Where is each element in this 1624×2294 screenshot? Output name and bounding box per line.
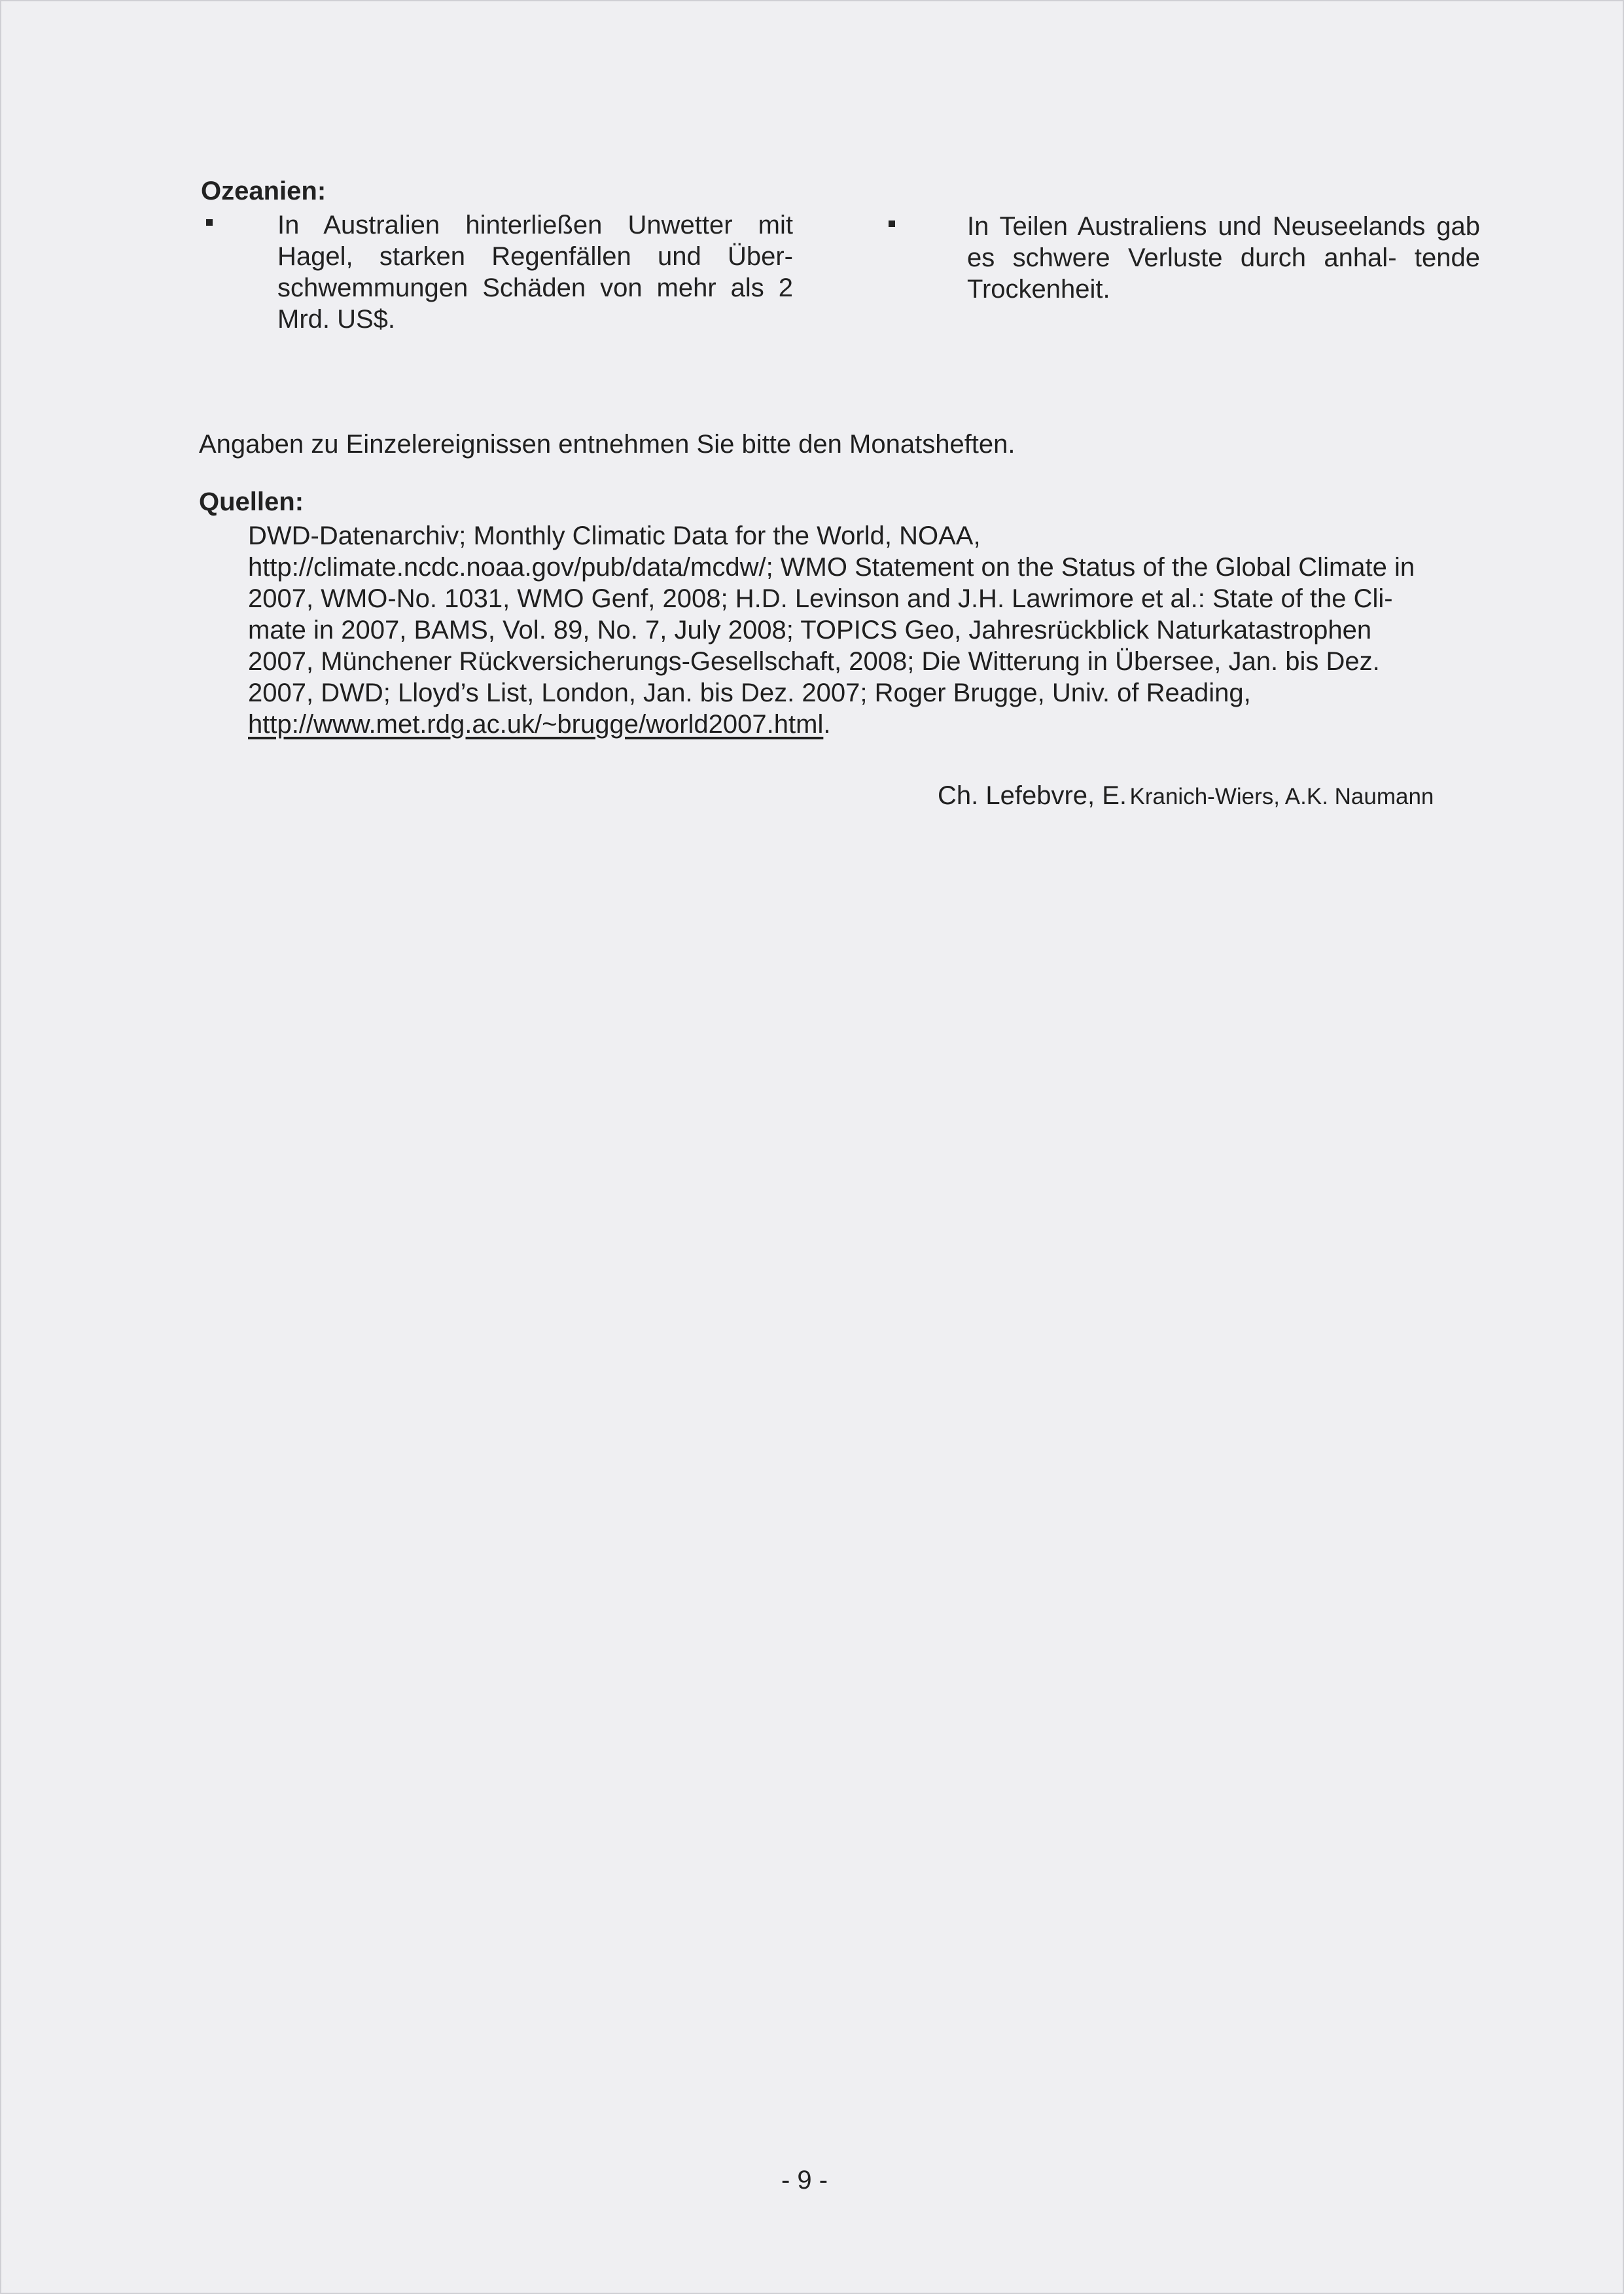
source-line: http://climate.ncdc.noaa.gov/pub/data/mcdw/; WMO Statement on the Status of the Global Climate in bbox=[248, 553, 1415, 582]
source-line-last bbox=[248, 709, 830, 740]
section-heading-sources: Quellen: bbox=[199, 487, 304, 516]
source-line: DWD-Datenarchiv; Monthly Climatic Data for the World, NOAA, bbox=[248, 521, 981, 550]
authors-line bbox=[938, 780, 1434, 817]
source-url-link[interactable]: http://www.met.rdg.ac.uk/~brugge/world2007.html bbox=[248, 710, 824, 739]
note-monthly-reports: Angaben zu Einzelereignissen entnehmen Sie bitte den Monatsheften. bbox=[199, 430, 1015, 459]
source-line: 2007, DWD; Lloyd’s List, London, Jan. bis Dez. 2007; Roger Brugge, Univ. of Reading, bbox=[248, 679, 1251, 707]
bullet-marker bbox=[889, 221, 895, 227]
bullet-text-drought: In Teilen Australiens und Neuseelands gab es schwere Verluste durch anhal- tende Trockenheit. bbox=[967, 212, 1480, 304]
author-names-part2: Kranich-Wiers, A.K. Naumann bbox=[1129, 784, 1434, 809]
source-line: 2007, Münchener Rückversicherungs-Gesellschaft, 2008; Die Witterung in Übersee, Jan. bis Dez. bbox=[248, 647, 1380, 676]
section-heading-oceania: Ozeanien: bbox=[201, 177, 327, 205]
author-names-part1: Ch. Lefebvre, E. bbox=[938, 781, 1127, 810]
bullet-marker bbox=[206, 219, 213, 226]
source-line: mate in 2007, BAMS, Vol. 89, No. 7, July 2008; TOPICS Geo, Jahresrückblick Naturkatastrophen bbox=[248, 616, 1372, 644]
source-line: 2007, WMO-No. 1031, WMO Genf, 2008; H.D. Levinson and J.H. Lawrimore et al.: State of the Cli- bbox=[248, 584, 1393, 613]
bullet-text-australia-storms: In Australien hinterließen Unwetter mit Hagel, starken Regenfällen und Über- schwemmungen Schäden von mehr als 2 Mrd. US$. bbox=[277, 211, 793, 334]
page-number: - 9 - bbox=[781, 2166, 828, 2195]
source-link-suffix: . bbox=[823, 710, 831, 739]
